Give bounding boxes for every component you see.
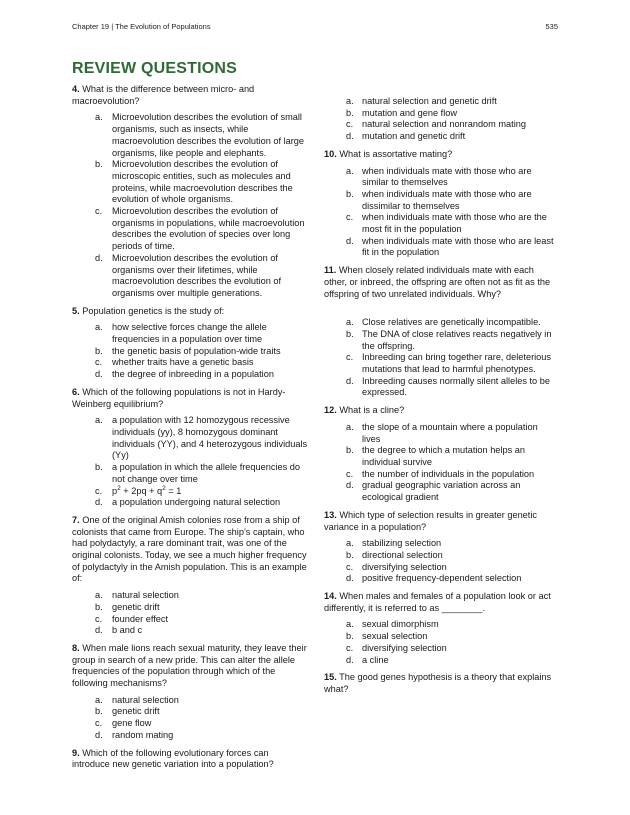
answer-option xyxy=(324,96,558,108)
option-text: Inbreeding causes normally silent alleles to be expressed. xyxy=(362,375,550,398)
answer-option xyxy=(72,625,308,637)
option-text: sexual selection xyxy=(362,631,428,642)
option-letter: a. xyxy=(346,619,354,630)
answer-options xyxy=(72,112,308,299)
option-letter: d. xyxy=(346,235,354,246)
option-letter: b. xyxy=(95,706,103,717)
option-letter: d. xyxy=(346,131,354,142)
option-text: mutation and genetic drift xyxy=(362,131,466,142)
option-letter: a. xyxy=(95,322,103,333)
question-7 xyxy=(72,515,308,585)
option-letter: d. xyxy=(95,497,103,508)
spacer xyxy=(324,305,558,317)
answer-option xyxy=(72,462,308,485)
question-13 xyxy=(324,510,558,533)
option-text: Close relatives are genetically incompatible. xyxy=(362,317,541,328)
question-text: Which of the following evolutionary forces can introduce new genetic variation into a population? xyxy=(72,747,274,770)
option-letter: b. xyxy=(95,462,103,473)
option-text: natural selection xyxy=(112,694,179,705)
answer-option xyxy=(324,119,558,131)
question-number: 6. xyxy=(72,386,80,397)
option-text: stabilizing selection xyxy=(362,538,442,549)
answer-option xyxy=(72,590,308,602)
answer-options xyxy=(324,422,558,504)
answer-options xyxy=(324,166,558,260)
answer-option xyxy=(324,619,558,631)
question-12 xyxy=(324,405,558,417)
question-number: 10. xyxy=(324,148,337,159)
option-letter: a. xyxy=(346,317,354,328)
answer-option xyxy=(72,486,308,498)
question-text: What is the difference between micro- and macroevolution? xyxy=(72,84,255,106)
answer-option xyxy=(72,730,308,742)
option-text: random mating xyxy=(112,729,174,740)
option-letter: b. xyxy=(346,631,354,642)
option-letter: d. xyxy=(95,252,103,263)
question-text: Which of the following populations is not in Hardy-Weinberg equilibrium? xyxy=(72,386,286,409)
option-text: b and c xyxy=(112,625,143,636)
answer-option xyxy=(324,445,558,468)
question-text: When male lions reach sexual maturity, they leave their group in search of a new pride. This can alter the allele frequencies of the population through which of the following mechanisms? xyxy=(72,642,307,689)
answer-option xyxy=(72,357,308,369)
answer-option xyxy=(324,166,558,189)
option-text: sexual dimorphism xyxy=(362,619,439,630)
answer-options xyxy=(324,538,558,585)
option-text: The DNA of close relatives reacts negatively in the offspring. xyxy=(362,328,552,351)
option-text: natural selection and nonrandom mating xyxy=(362,119,526,130)
option-text: the genetic basis of population-wide traits xyxy=(112,345,281,356)
question-15 xyxy=(324,672,558,695)
answer-option xyxy=(324,352,558,375)
question-number: 5. xyxy=(72,305,80,316)
question-number: 13. xyxy=(324,509,337,520)
option-letter: a. xyxy=(346,421,354,432)
answer-option xyxy=(72,322,308,345)
option-text: gene flow xyxy=(112,718,152,729)
question-4 xyxy=(72,84,308,107)
answer-option xyxy=(72,206,308,253)
answer-option xyxy=(72,706,308,718)
answer-options xyxy=(72,695,308,742)
question-number: 7. xyxy=(72,514,80,525)
question-8 xyxy=(72,643,308,690)
answer-option xyxy=(72,369,308,381)
option-letter: c. xyxy=(346,468,354,479)
option-text: diversifying selection xyxy=(362,642,447,653)
option-text: mutation and gene flow xyxy=(362,107,458,118)
option-letter: a. xyxy=(346,96,354,106)
option-text: Inbreeding can bring together rare, deleterious mutations that lead to harmful phenotypes. xyxy=(362,352,551,375)
option-text: the number of individuals in the population xyxy=(362,468,535,479)
answer-option xyxy=(72,159,308,206)
answer-option xyxy=(72,415,308,462)
option-letter: a. xyxy=(95,694,103,705)
answer-option xyxy=(324,573,558,585)
option-text: genetic drift xyxy=(112,706,160,717)
question-11 xyxy=(324,265,558,300)
option-text: a population in which the allele frequencies do not change over time xyxy=(112,462,300,484)
option-letter: a. xyxy=(346,165,354,176)
answer-option xyxy=(72,614,308,626)
question-text: When closely related individuals mate with each other, or inbreed, the offspring are often not as fit as the offspring of two unrelated individuals. Why? xyxy=(324,265,551,299)
option-text: a population with 12 homozygous recessive individuals (yy), 8 homozygous dominant individuals (YY), and 4 heterozygous individuals (Yy) xyxy=(112,415,308,461)
option-text: how selective forces change the allele frequencies in a population over time xyxy=(112,322,267,345)
page-number: 535 xyxy=(545,22,558,31)
option-letter: b. xyxy=(346,328,354,339)
right-column xyxy=(324,96,558,701)
option-letter: d. xyxy=(346,654,354,665)
option-letter: c. xyxy=(346,352,354,363)
question-number: 8. xyxy=(72,642,80,653)
option-letter: c. xyxy=(346,642,354,653)
answer-options xyxy=(324,619,558,666)
option-text: founder effect xyxy=(112,613,169,624)
option-letter: d. xyxy=(346,573,354,584)
option-letter: d. xyxy=(95,625,103,636)
answer-option xyxy=(324,317,558,329)
answer-options xyxy=(324,317,558,399)
question-10 xyxy=(324,149,558,161)
option-letter: a. xyxy=(346,538,354,549)
answer-option xyxy=(324,236,558,259)
question-number: 4. xyxy=(72,84,80,94)
option-text: Microevolution describes the evolution of organisms over their lifetimes, while macroevolution describes the evolution of organisms over multiple generations. xyxy=(112,252,282,298)
answer-option xyxy=(324,131,558,143)
answer-option xyxy=(324,189,558,212)
answer-option xyxy=(72,602,308,614)
option-text: diversifying selection xyxy=(362,561,447,572)
option-text: a cline xyxy=(362,654,389,665)
question-text: What is assortative mating? xyxy=(339,148,453,159)
option-text: when individuals mate with those who are similar to themselves xyxy=(362,165,532,188)
option-letter: d. xyxy=(346,480,354,491)
question-number: 15. xyxy=(324,672,337,683)
question-number: 12. xyxy=(324,405,337,416)
answer-option xyxy=(324,469,558,481)
option-letter: b. xyxy=(95,159,103,170)
question-number: 14. xyxy=(324,591,337,602)
answer-option xyxy=(324,538,558,550)
answer-option xyxy=(324,108,558,120)
option-letter: a. xyxy=(95,415,103,426)
option-letter: b. xyxy=(95,345,103,356)
option-letter: b. xyxy=(346,188,354,199)
answer-option xyxy=(324,329,558,352)
answer-option xyxy=(72,346,308,358)
question-text: Population genetics is the study of: xyxy=(82,305,225,316)
option-text: the degree to which a mutation helps an individual survive xyxy=(362,445,525,467)
question-6 xyxy=(72,387,308,410)
option-text: gradual geographic variation across an ecological gradient xyxy=(362,480,521,503)
option-letter: c. xyxy=(95,613,103,624)
answer-option xyxy=(324,212,558,235)
question-text: One of the original Amish colonies rose from a ship of colonists that came from Europe. The ship’s captain, who had polydactyly, a rare dominant trait, was one of the original colonists. Today, we see a much higher frequency of polydactyly in the Amish population. This is an example of: xyxy=(72,514,307,584)
option-text: whether traits have a genetic basis xyxy=(112,357,254,368)
option-letter: b. xyxy=(95,601,103,612)
answer-option xyxy=(72,695,308,707)
answer-option xyxy=(72,112,308,159)
option-letter: c. xyxy=(95,357,103,368)
option-letter: c. xyxy=(346,212,354,223)
option-text: the degree of inbreeding in a population xyxy=(112,369,274,380)
option-text: when individuals mate with those who are dissimilar to themselves xyxy=(362,188,532,211)
option-text: a population undergoing natural selection xyxy=(112,497,281,508)
option-text: when individuals mate with those who are the most fit in the population xyxy=(362,212,547,235)
option-letter: c. xyxy=(95,485,103,496)
option-text: the slope of a mountain where a population lives xyxy=(362,421,538,444)
answer-option xyxy=(72,497,308,509)
option-letter: b. xyxy=(346,445,354,456)
option-text: natural selection and genetic drift xyxy=(362,96,497,106)
question-number: 11. xyxy=(324,265,337,276)
answer-option xyxy=(324,643,558,655)
section-title: REVIEW QUESTIONS xyxy=(72,60,237,77)
option-letter: c. xyxy=(95,206,103,217)
answer-option xyxy=(324,480,558,503)
question-number: 9. xyxy=(72,747,80,758)
answer-options xyxy=(324,96,558,143)
answer-option xyxy=(324,655,558,667)
left-column xyxy=(72,84,308,776)
option-letter: c. xyxy=(95,718,103,729)
answer-option xyxy=(324,562,558,574)
answer-option xyxy=(324,550,558,562)
question-text: When males and females of a population look or act differently, it is referred to as ________. xyxy=(324,591,551,613)
hardy-weinberg-equation: $p^2 + 2pq + q^2 = 1$ xyxy=(112,484,182,496)
option-letter: d. xyxy=(95,729,103,740)
answer-option xyxy=(324,376,558,399)
question-text: The good genes hypothesis is a theory that explains what? xyxy=(324,672,552,694)
answer-option xyxy=(324,422,558,445)
option-letter: c. xyxy=(346,561,354,572)
option-letter: a. xyxy=(95,590,103,601)
question-5 xyxy=(72,306,308,318)
option-text: Microevolution describes the evolution of organisms in populations, while macroevolution describes the evolution of species over long periods of time. xyxy=(112,206,305,252)
option-text: positive frequency-dependent selection xyxy=(362,573,522,584)
question-9 xyxy=(72,748,308,771)
option-letter: d. xyxy=(95,369,103,380)
answer-options xyxy=(72,322,308,381)
option-letter: c. xyxy=(346,119,354,130)
answer-option xyxy=(72,718,308,730)
chapter-title: Chapter 19 | The Evolution of Populations xyxy=(72,22,211,31)
answer-option xyxy=(72,253,308,300)
option-text: directional selection xyxy=(362,549,443,560)
question-14 xyxy=(324,591,558,614)
option-letter: b. xyxy=(346,107,354,118)
option-letter: b. xyxy=(346,549,354,560)
option-text: when individuals mate with those who are least fit in the population xyxy=(362,235,554,258)
question-text: What is a cline? xyxy=(339,405,405,416)
answer-option xyxy=(324,631,558,643)
option-text: natural selection xyxy=(112,590,179,601)
option-text: genetic drift xyxy=(112,601,160,612)
option-letter: d. xyxy=(346,375,354,386)
option-text: Microevolution describes the evolution of small organisms, such as insects, while macroevolution describes the evolution of large organisms, like people and elephants. xyxy=(112,112,305,158)
answer-options xyxy=(72,415,308,509)
option-letter: a. xyxy=(95,112,103,123)
option-text: Microevolution describes the evolution of microscopic entities, such as molecules and proteins, while macroevolution describes the evolution of whole organisms. xyxy=(112,159,293,205)
answer-options xyxy=(72,590,308,637)
question-text: Which type of selection results in greater genetic variance in a population? xyxy=(324,509,537,532)
